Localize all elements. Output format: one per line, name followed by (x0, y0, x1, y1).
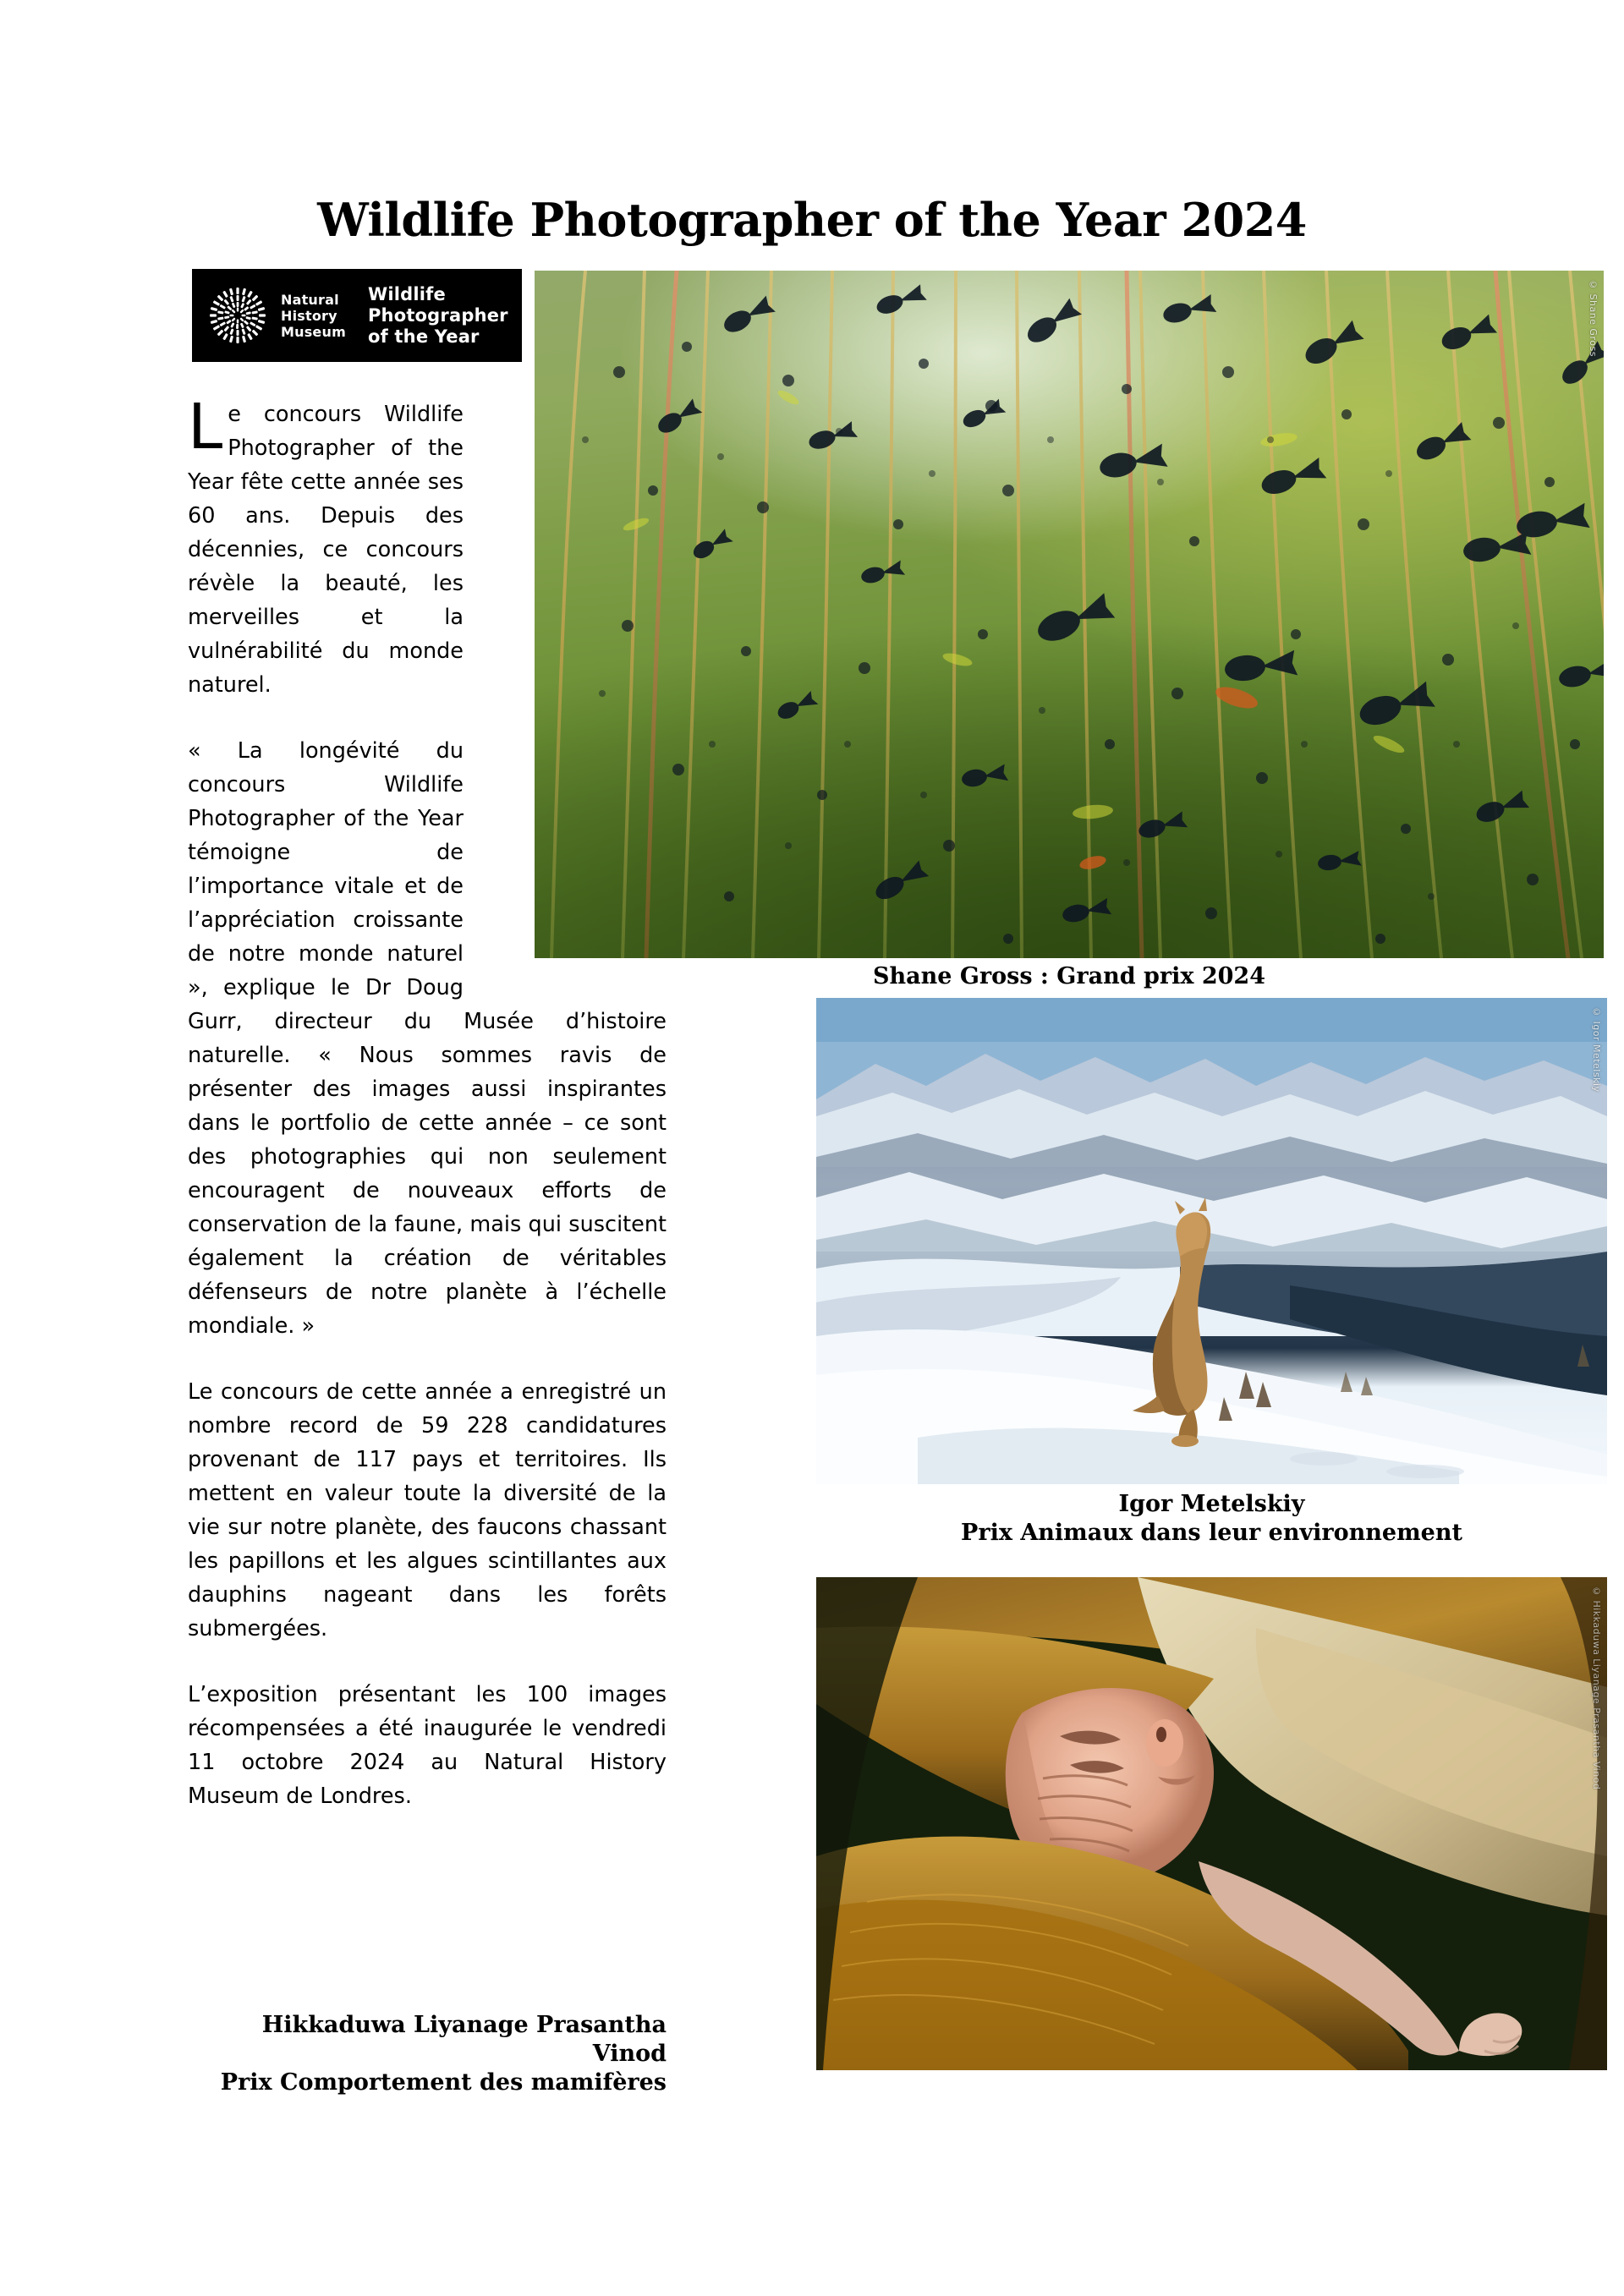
logo-museum-name (281, 292, 346, 340)
paragraph-1-text: e concours Wildlife Photographer of the Year fête cette année ses 60 ans. Depuis des décennies, ce concours révèle la beauté, les merveilles et la vulnérabilité du monde naturel. (188, 402, 464, 698)
logo-award-line-3: of the Year (367, 326, 480, 347)
page-title: Wildlife Photographer of the Year 2024 (317, 193, 1307, 247)
caption-photo-lynx (816, 1490, 1607, 1548)
logo-museum-line-3: Museum (281, 323, 346, 340)
photo-lynx (816, 998, 1607, 1484)
logo-award-name (368, 284, 508, 348)
caption-prize: Prix Animaux dans leur environnement (961, 1520, 1462, 1546)
paragraph-3: Le concours de cette année a enregistré un nombre record de 59 228 candidatures provenant de 117 pays et territoires. Ils mettent en valeur toute la diversité de la vie sur notre planète, des faucons chassant les papillons et les algues scintillantes aux dauphins nageant dans les forêts submergées. (188, 1379, 667, 1641)
logo-museum-line-1: Natural (281, 291, 339, 308)
ammonite-radial-icon (206, 284, 269, 347)
photo-tadpoles (535, 271, 1604, 958)
photo-credit: © Igor Metelskiy (1591, 1006, 1602, 1093)
paragraph-2: « La longévité du concours Wildlife Photographer of the Year témoigne de l’importance vitale et de l’appréciation croissante de notre monde naturel », explique le Dr Doug Gurr, directeur du Musée d’histoire naturelle. « Nous sommes ravis de présenter des images aussi inspirantes dans le portfolio de cette année – ce sont des photographies qui non seulement encouragent de nouveaux efforts de conservation de la faune, mais qui suscitent également la création de véritables défenseurs de notre planète à l’échelle mondiale. » (188, 738, 667, 1339)
logo-award-line-2: Photographer (367, 304, 508, 326)
photo-credit: © Shane Gross (1588, 279, 1599, 357)
caption-photo-macaque (188, 2011, 667, 2097)
drop-cap: L (188, 391, 223, 463)
article-body (188, 391, 667, 1845)
caption-photographer: Igor Metelskiy (1118, 1491, 1305, 1517)
caption-prize: Prix Comportement des mamifères (220, 2069, 667, 2096)
caption-photographer: Hikkaduwa Liyanage Prasantha Vinod (261, 2012, 667, 2067)
paragraph-4: L’exposition présentant les 100 images récompensées a été inaugurée le vendredi 11 octobre 2024 au Natural History Museum de Londres. (188, 1682, 667, 1809)
image-wrap-spacer (464, 397, 667, 989)
photo-macaque (816, 1577, 1607, 2070)
logo-museum-line-2: History (281, 307, 337, 324)
caption-photo-tadpoles: Shane Gross : Grand prix 2024 (873, 963, 1265, 989)
logo-award-line-1: Wildlife (367, 283, 446, 304)
photo-credit: © Hikkaduwa Liyanage Prasantha Vinod (1591, 1586, 1602, 1790)
nhm-wpy-logo (192, 269, 522, 362)
